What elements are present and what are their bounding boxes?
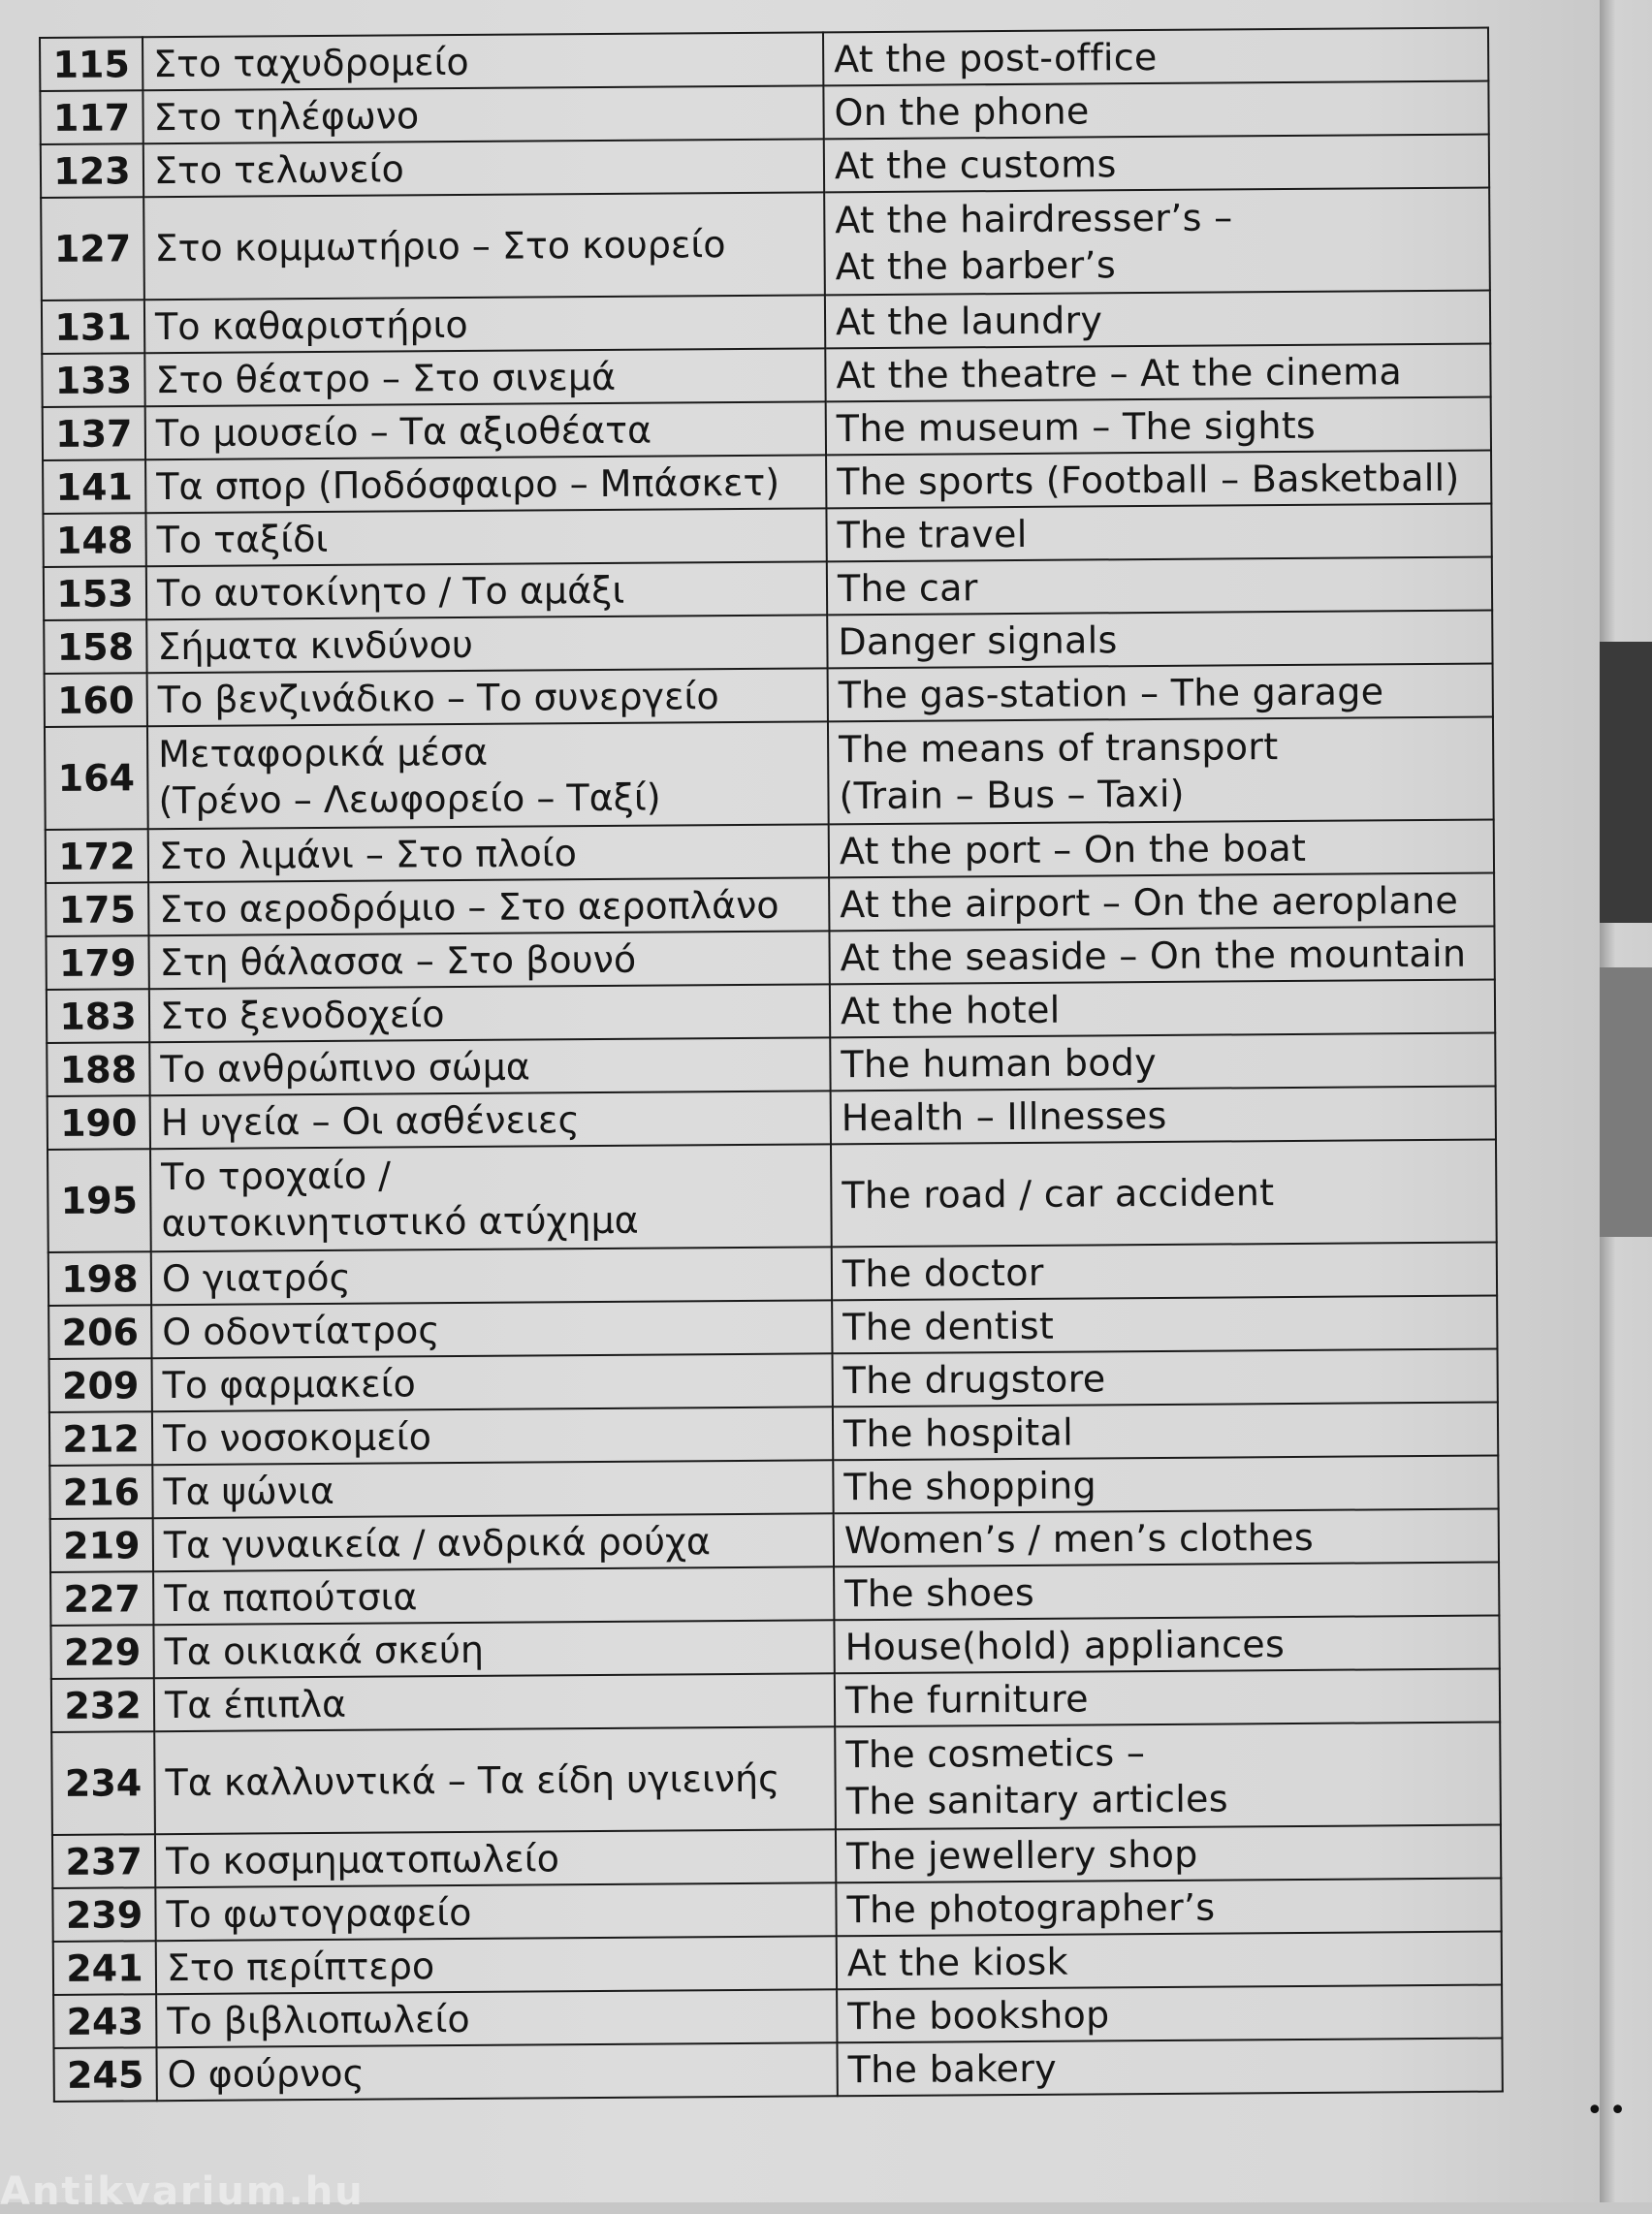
greek-title: Το κοσμηματοπωλείο (165, 1836, 560, 1882)
greek-title: Ο οδοντίατρος (162, 1308, 440, 1353)
greek-title: Τα γυναικεία / ανδρικά ρούχα (163, 1519, 712, 1566)
english-title: At the post-office (834, 35, 1158, 80)
page-number: 239 (52, 1887, 155, 1942)
greek-title: Η υγεία – Οι ασθένειες (160, 1097, 580, 1144)
table-row (41, 188, 1490, 300)
greek-title: Το φωτογραφείο (166, 1890, 472, 1936)
english-title: The museum – The sights (836, 403, 1317, 450)
english-title: At the kiosk (846, 1940, 1069, 1984)
page-number: 164 (45, 726, 148, 830)
greek-title-cell (145, 401, 826, 459)
english-title-cell (835, 1669, 1500, 1727)
greek-title-cell (143, 32, 823, 90)
greek-title: Μεταφορικά μέσα (158, 730, 489, 776)
english-title-cell (836, 1825, 1501, 1883)
greek-title: Το μουσείο – Τα αξιοθέατα (155, 408, 652, 455)
greek-title: Το βενζινάδικο – Το συνεργείο (157, 674, 719, 721)
english-title: The shoes (844, 1570, 1035, 1615)
english-title-cell (834, 1563, 1499, 1621)
greek-title-cell (155, 1829, 836, 1887)
greek-title-cell (155, 1882, 836, 1941)
english-title: At the barber’s (835, 243, 1117, 289)
english-title-cell (829, 927, 1494, 985)
greek-title: Ο γιατρός (161, 1255, 352, 1300)
greek-title: αυτοκινητιστικό ατύχημα (161, 1198, 639, 1246)
english-title-cell (832, 1296, 1497, 1354)
english-title: The gas-station – The garage (838, 669, 1384, 716)
english-title-cell (833, 1456, 1498, 1514)
page-number: 123 (41, 143, 143, 198)
page-number: 198 (48, 1251, 151, 1306)
page-number: 227 (50, 1571, 153, 1626)
english-title-cell (827, 611, 1492, 669)
english-title: At the hairdresser’s – (835, 196, 1233, 242)
greek-title-cell (143, 139, 824, 197)
english-title: Health – Illnesses (841, 1093, 1167, 1139)
greek-title-cell (143, 85, 823, 143)
contents-table-body (40, 28, 1503, 2102)
greek-title-cell (145, 508, 826, 566)
english-title-cell (830, 1033, 1495, 1091)
english-title: At the seaside – On the mountain (840, 932, 1467, 979)
greek-title: Στο θέατρο – Στο σινεμά (155, 355, 617, 401)
greek-title: Το βιβλιοπωλείο (167, 1997, 470, 2042)
greek-title-cell (152, 1407, 833, 1465)
greek-title-cell (156, 1989, 837, 2047)
page-number: 127 (41, 197, 144, 300)
page-number: 212 (49, 1411, 152, 1466)
english-title: The drugstore (842, 1356, 1106, 1402)
page-number: 131 (42, 300, 144, 354)
greek-title-cell (152, 1460, 833, 1518)
english-title: At the port – On the boat (839, 826, 1307, 872)
greek-title-cell (153, 1513, 834, 1571)
english-title: House(hold) appliances (844, 1622, 1286, 1668)
english-title: The means of transport (838, 725, 1279, 772)
english-title: The road / car accident (842, 1171, 1275, 1218)
greek-title-cell (149, 1037, 830, 1095)
greek-title-cell (149, 984, 830, 1042)
english-title: At the airport – On the aeroplane (840, 878, 1459, 926)
greek-title-cell (151, 1300, 832, 1358)
english-title: The jewellery shop (845, 1832, 1198, 1878)
english-title-cell (832, 1243, 1497, 1301)
page-number: 179 (46, 935, 148, 990)
greek-title-cell (148, 824, 829, 882)
greek-title: Το ταξίδι (156, 517, 329, 561)
english-title: The doctor (842, 1250, 1044, 1295)
edge-dots: •• (1586, 2094, 1633, 2128)
section-tab-dark (1600, 642, 1652, 923)
english-title-cell (828, 717, 1494, 825)
english-title-cell (835, 1723, 1501, 1830)
english-title: The bakery (847, 2046, 1058, 2091)
greek-title-cell (156, 2042, 837, 2101)
greek-title: Το ανθρώπινο σώμα (160, 1044, 531, 1091)
greek-title: Τα έπιπλα (164, 1682, 347, 1726)
page-number: 234 (51, 1731, 155, 1835)
greek-title: Το καθαριστήριο (154, 302, 468, 348)
page-number: 245 (53, 2047, 156, 2102)
greek-title-cell (150, 1144, 832, 1251)
page-number: 172 (46, 829, 148, 883)
english-title: At the hotel (840, 988, 1061, 1032)
table-row (45, 717, 1494, 830)
english-title: The human body (841, 1040, 1158, 1086)
english-title: Women’s / men’s clothes (843, 1515, 1315, 1562)
page-number: 183 (47, 989, 149, 1043)
page-number: 237 (52, 1834, 155, 1888)
greek-title-cell (151, 1247, 832, 1305)
greek-title: Τα ψώνια (163, 1469, 335, 1513)
page-number: 137 (43, 406, 145, 460)
english-title: The sanitary articles (845, 1777, 1229, 1823)
page-number: 229 (50, 1625, 153, 1679)
english-title-cell (836, 1879, 1501, 1937)
greek-title-cell (147, 721, 829, 829)
greek-title-cell (143, 192, 825, 300)
english-title: The travel (837, 512, 1028, 556)
greek-title: Το νοσοκομείο (162, 1414, 432, 1460)
english-title: The cosmetics – (845, 1731, 1146, 1777)
english-title-cell (826, 451, 1491, 509)
page-number: 148 (43, 513, 145, 567)
greek-title-cell (146, 561, 827, 619)
english-title-cell (834, 1616, 1499, 1674)
greek-title-cell (147, 668, 828, 726)
page-number: 117 (40, 90, 143, 144)
table-row (51, 1723, 1501, 1835)
page-number: 115 (40, 37, 143, 91)
english-title-cell (828, 664, 1493, 722)
english-title: The car (837, 565, 978, 610)
english-title-cell (826, 504, 1491, 562)
greek-title-cell (156, 1936, 837, 1994)
english-title-cell (829, 820, 1494, 878)
greek-title-cell (145, 455, 826, 513)
greek-title: Το αυτοκίνητο / Το αμάξι (156, 568, 625, 615)
english-title: (Train – Bus – Taxi) (839, 772, 1185, 818)
greek-title: Το φαρμακείο (162, 1361, 416, 1407)
greek-title: Τα καλλυντικά – Τα είδη υγιεινής (165, 1756, 780, 1805)
english-title-cell (824, 135, 1489, 193)
greek-title: Σήματα κινδύνου (157, 622, 474, 668)
greek-title: Στη θάλασσα – Στο βουνό (159, 937, 637, 984)
greek-title-cell (154, 1673, 835, 1731)
english-title-cell (825, 291, 1490, 349)
page-number: 209 (49, 1358, 152, 1412)
greek-title-cell (146, 615, 827, 673)
page-number: 190 (48, 1095, 150, 1150)
english-title: Danger signals (838, 617, 1118, 663)
greek-title: (Τρένο – Λεωφορείο – Ταξί) (158, 775, 661, 823)
page-number: 133 (42, 353, 144, 407)
greek-title: Τα οικιακά σκεύη (164, 1628, 485, 1673)
page-number: 153 (44, 566, 146, 620)
greek-title: Τα παπούτσια (164, 1574, 418, 1620)
greek-title: Στο περίπτερο (166, 1944, 435, 1989)
page-number: 216 (49, 1465, 152, 1519)
english-title-cell (833, 1349, 1498, 1407)
greek-title-cell (144, 295, 825, 353)
greek-title: Στο τελωνείο (153, 146, 404, 192)
greek-title-cell (148, 931, 829, 989)
greek-title-cell (150, 1091, 831, 1149)
english-title: The sports (Football – Basketball) (837, 456, 1460, 503)
greek-title-cell (154, 1726, 836, 1834)
english-title: On the phone (834, 88, 1090, 134)
page-number: 232 (51, 1678, 154, 1732)
english-title-cell (831, 1087, 1496, 1145)
page-number: 241 (53, 1941, 156, 1995)
greek-title: Στο αεροδρόμιο – Στο αεροπλάνο (159, 883, 779, 931)
page-number: 141 (43, 459, 145, 514)
english-title-cell (826, 397, 1491, 456)
greek-title: Στο λιμάνι – Στο πλοίο (158, 831, 578, 877)
english-title: At the customs (834, 142, 1117, 187)
greek-title: Στο κομμωτήριο – Στο κουρείο (154, 223, 726, 270)
greek-title: Το τροχαίο / (161, 1154, 392, 1199)
english-title: At the laundry (835, 298, 1103, 343)
english-title-cell (837, 1985, 1502, 2043)
greek-title: Στο τηλέφωνο (153, 93, 420, 139)
watermark-logo: Antikvarium.hu (0, 2169, 365, 2214)
english-title-cell (837, 1932, 1502, 1990)
contents-table (39, 27, 1504, 2103)
english-title-cell (827, 557, 1492, 616)
english-title-cell (829, 873, 1494, 932)
page-number: 188 (47, 1042, 149, 1096)
greek-title: Ο φούρνος (167, 2051, 365, 2096)
page-number: 243 (53, 1994, 156, 2048)
english-title-cell (834, 1509, 1499, 1567)
english-title-cell (823, 28, 1488, 86)
english-title: The hospital (842, 1410, 1074, 1455)
english-title: The photographer’s (846, 1885, 1216, 1931)
greek-title: Στο ξενοδοχείο (159, 992, 445, 1037)
greek-title-cell (148, 877, 829, 935)
english-title-cell (824, 188, 1490, 296)
greek-title-cell (153, 1620, 834, 1678)
english-title: The furniture (844, 1676, 1090, 1722)
greek-title: Τα σπορ (Ποδόσφαιρο – Μπάσκετ) (156, 460, 780, 508)
english-title-cell (833, 1403, 1498, 1461)
english-title-cell (823, 81, 1488, 140)
page-number: 195 (48, 1149, 151, 1252)
page-number: 206 (48, 1305, 151, 1359)
english-title: The bookshop (847, 1992, 1110, 2038)
table-row (48, 1140, 1497, 1252)
english-title-cell (831, 1140, 1497, 1248)
page-number: 160 (45, 673, 147, 727)
english-title: The shopping (843, 1463, 1097, 1508)
english-title-cell (825, 344, 1490, 402)
english-title: At the theatre – At the cinema (836, 349, 1403, 396)
english-title-cell (837, 2039, 1502, 2097)
section-tab-gray (1600, 967, 1652, 1237)
greek-title-cell (144, 348, 825, 406)
table-row (53, 2039, 1502, 2102)
greek-title-cell (153, 1566, 834, 1625)
english-title-cell (830, 980, 1495, 1038)
page-number: 175 (46, 882, 148, 936)
english-title: The dentist (842, 1304, 1055, 1348)
greek-title: Στο ταχυδρομείο (153, 40, 469, 85)
page-number: 219 (50, 1518, 153, 1572)
page-number: 158 (44, 619, 146, 674)
greek-title-cell (152, 1353, 833, 1411)
